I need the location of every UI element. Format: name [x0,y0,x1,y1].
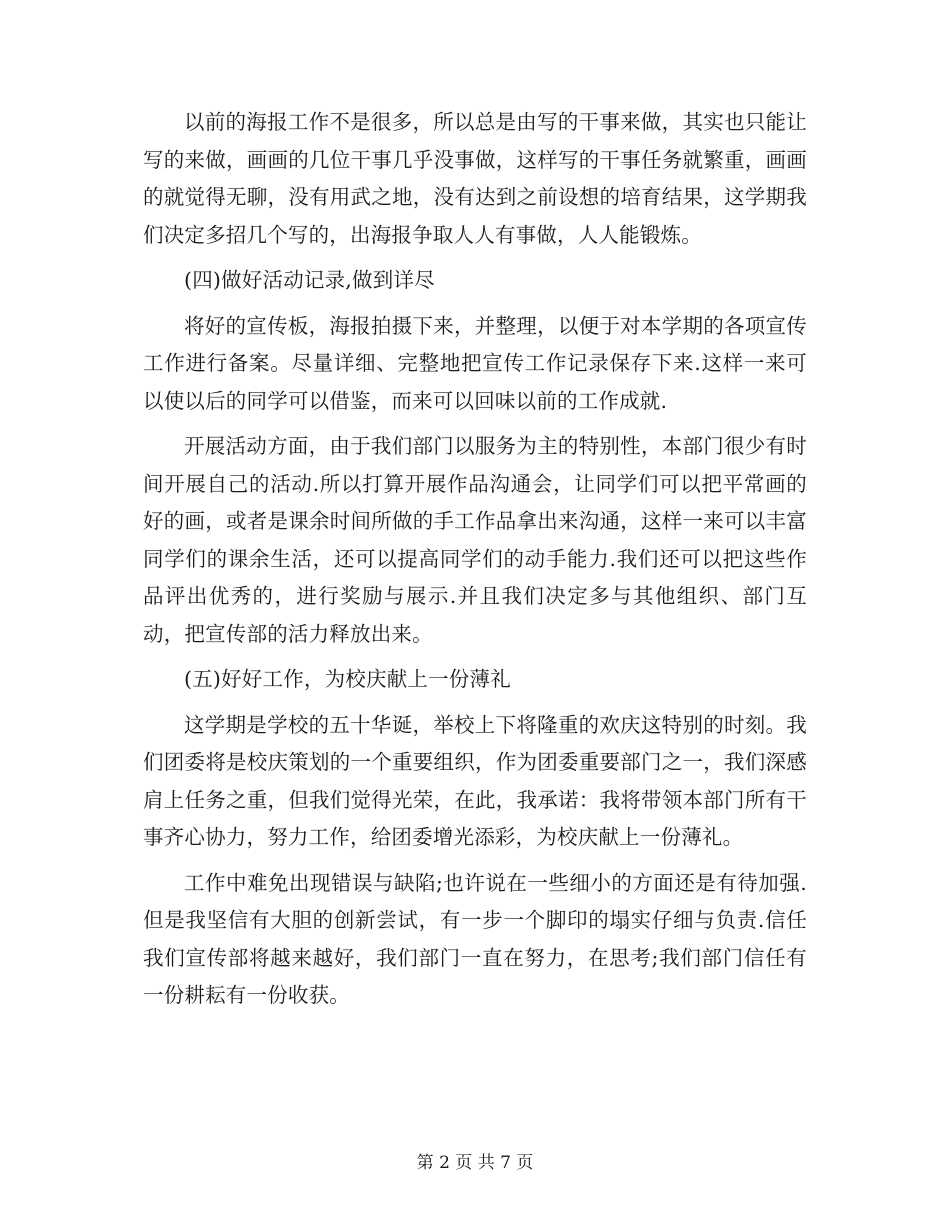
paragraph-poster-work: 以前的海报工作不是很多，所以总是由写的干事来做，其实也只能让写的来做，画画的几位干事几乎没事做，这样写的干事任务就繁重，画画的就觉得无聊，没有用武之地，没有达到之前设想的培育结果，这学期我们决定多招几个写的，出海报争取人人有事做，人人能锻炼。 [143,110,807,247]
section-heading-5: (五)好好工作，为校庆献上一份薄礼 [184,667,511,691]
paragraph-activities: 开展活动方面，由于我们部门以服务为主的特别性，本部门很少有时间开展自己的活动.所以打算开展作品沟通会，让同学们可以把平常画的好的画，或者是课余时间所做的手工作品拿出来沟通，这样一来可以丰富同学们的课余生活，还可以提高同学们的动手能力.我们还可以把这些作品评出优秀的，进行奖励与展示.并且我们决定多与其他组织、部门互动，把宣传部的活力释放出来。 [143,434,807,646]
page-number-footer: 第 2 页 共 7 页 [416,1153,534,1173]
paragraph-record-activities: 将好的宣传板，海报拍摄下来，并整理，以便于对本学期的各项宣传工作进行备案。尽量详细、完整地把宣传工作记录保存下来.这样一来可以使以后的同学可以借鉴，而来可以回味以前的工作成就. [143,313,807,413]
document-body [143,104,807,1015]
paragraph-conclusion: 工作中难免出现错误与缺陷;也许说在一些细小的方面还是有待加强.但是我坚信有大胆的创新尝试，有一步一个脚印的塌实仔细与负责.信任我们宣传部将越来越好，我们部门一直在努力，在思考;我们部门信任有一份耕耘有一份收获。 [143,870,807,1007]
section-heading-4: (四)做好活动记录,做到详尽 [184,268,435,292]
paragraph-anniversary: 这学期是学校的五十华诞，举校上下将隆重的欢庆这特别的时刻。我们团委将是校庆策划的一个重要组织，作为团委重要部门之一，我们深感肩上任务之重，但我们觉得光荣，在此，我承诺：我将带领本部门所有干事齐心协力，努力工作，给团委增光添彩，为校庆献上一份薄礼。 [143,712,807,849]
